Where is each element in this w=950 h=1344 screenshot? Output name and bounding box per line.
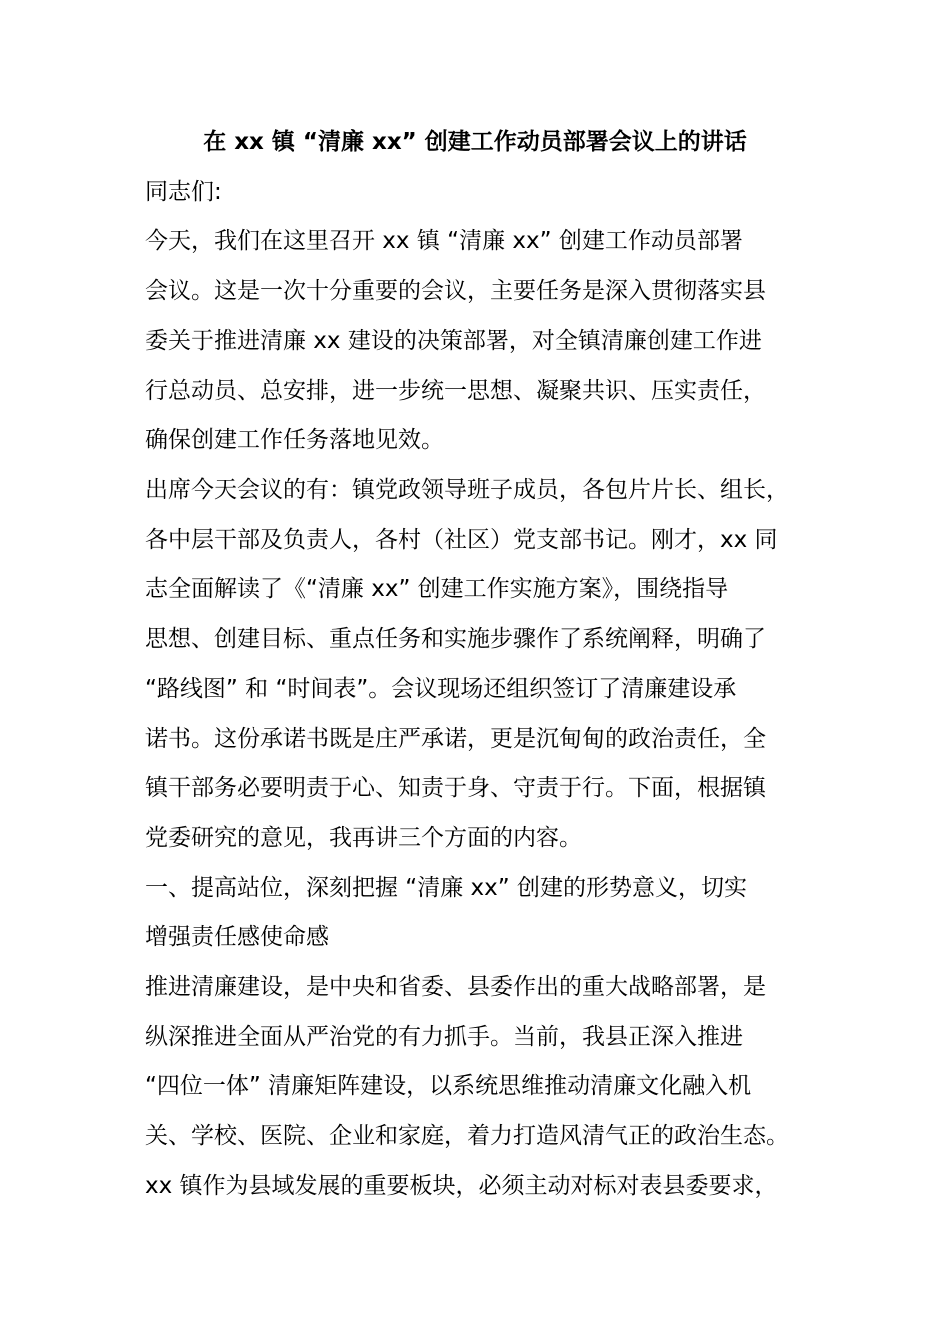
paragraph-line: 推进清廉建设，是中央和省委、县委作出的重大战略部署，是 <box>145 974 766 1000</box>
paragraph-line: 各中层干部及负责人，各村（社区）党支部书记。刚才，xx 同 <box>145 527 778 553</box>
section-heading-line: 一、提高站位，深刻把握 “清廉 xx” 创建的形势意义，切实 <box>145 875 747 901</box>
paragraph-line: 党委研究的意见，我再讲三个方面的内容。 <box>145 825 582 851</box>
paragraph-line: 确保创建工作任务落地见效。 <box>145 427 444 453</box>
paragraph-line: 诺书。这份承诺书既是庄严承诺，更是沉甸甸的政治责任，全 <box>145 726 766 752</box>
paragraph-line: 纵深推进全面从严治党的有力抓手。当前，我县正深入推进 <box>145 1024 743 1050</box>
paragraph-line: 镇干部务必要明责于心、知责于身、守责于行。下面，根据镇 <box>145 775 766 801</box>
paragraph-line: “四位一体” 清廉矩阵建设，以系统思维推动清廉文化融入机 <box>145 1073 752 1099</box>
paragraph-line: 志全面解读了《“清廉 xx” 创建工作实施方案》，围绕指导 <box>145 576 729 602</box>
paragraph-line: xx 镇作为县域发展的重要板块，必须主动对标对表县委要求， <box>145 1173 778 1199</box>
paragraph-line: 行总动员、总安排，进一步统一思想、凝聚共识、压实责任， <box>145 378 766 404</box>
paragraph-line: 会议。这是一次十分重要的会议，主要任务是深入贯彻落实县 <box>145 278 766 304</box>
paragraph-line: 出席今天会议的有：镇党政领导班子成员，各包片片长、组长， <box>145 477 789 503</box>
salutation-line: 同志们: <box>145 179 222 205</box>
paragraph-line: 委关于推进清廉 xx 建设的决策部署，对全镇清廉创建工作进 <box>145 328 762 354</box>
paragraph-line: “路线图” 和 “时间表”。会议现场还组织签订了清廉建设承 <box>145 676 737 702</box>
section-heading-line: 增强责任感使命感 <box>145 924 329 950</box>
document-title: 在 xx 镇 “清廉 xx” 创建工作动员部署会议上的讲话 <box>203 129 747 155</box>
paragraph-line: 今天，我们在这里召开 xx 镇 “清廉 xx” 创建工作动员部署 <box>145 228 743 254</box>
paragraph-line: 思想、创建目标、重点任务和实施步骤作了系统阐释，明确了 <box>145 626 766 652</box>
paragraph-line: 关、学校、医院、企业和家庭，着力打造风清气正的政治生态。 <box>145 1123 789 1149</box>
